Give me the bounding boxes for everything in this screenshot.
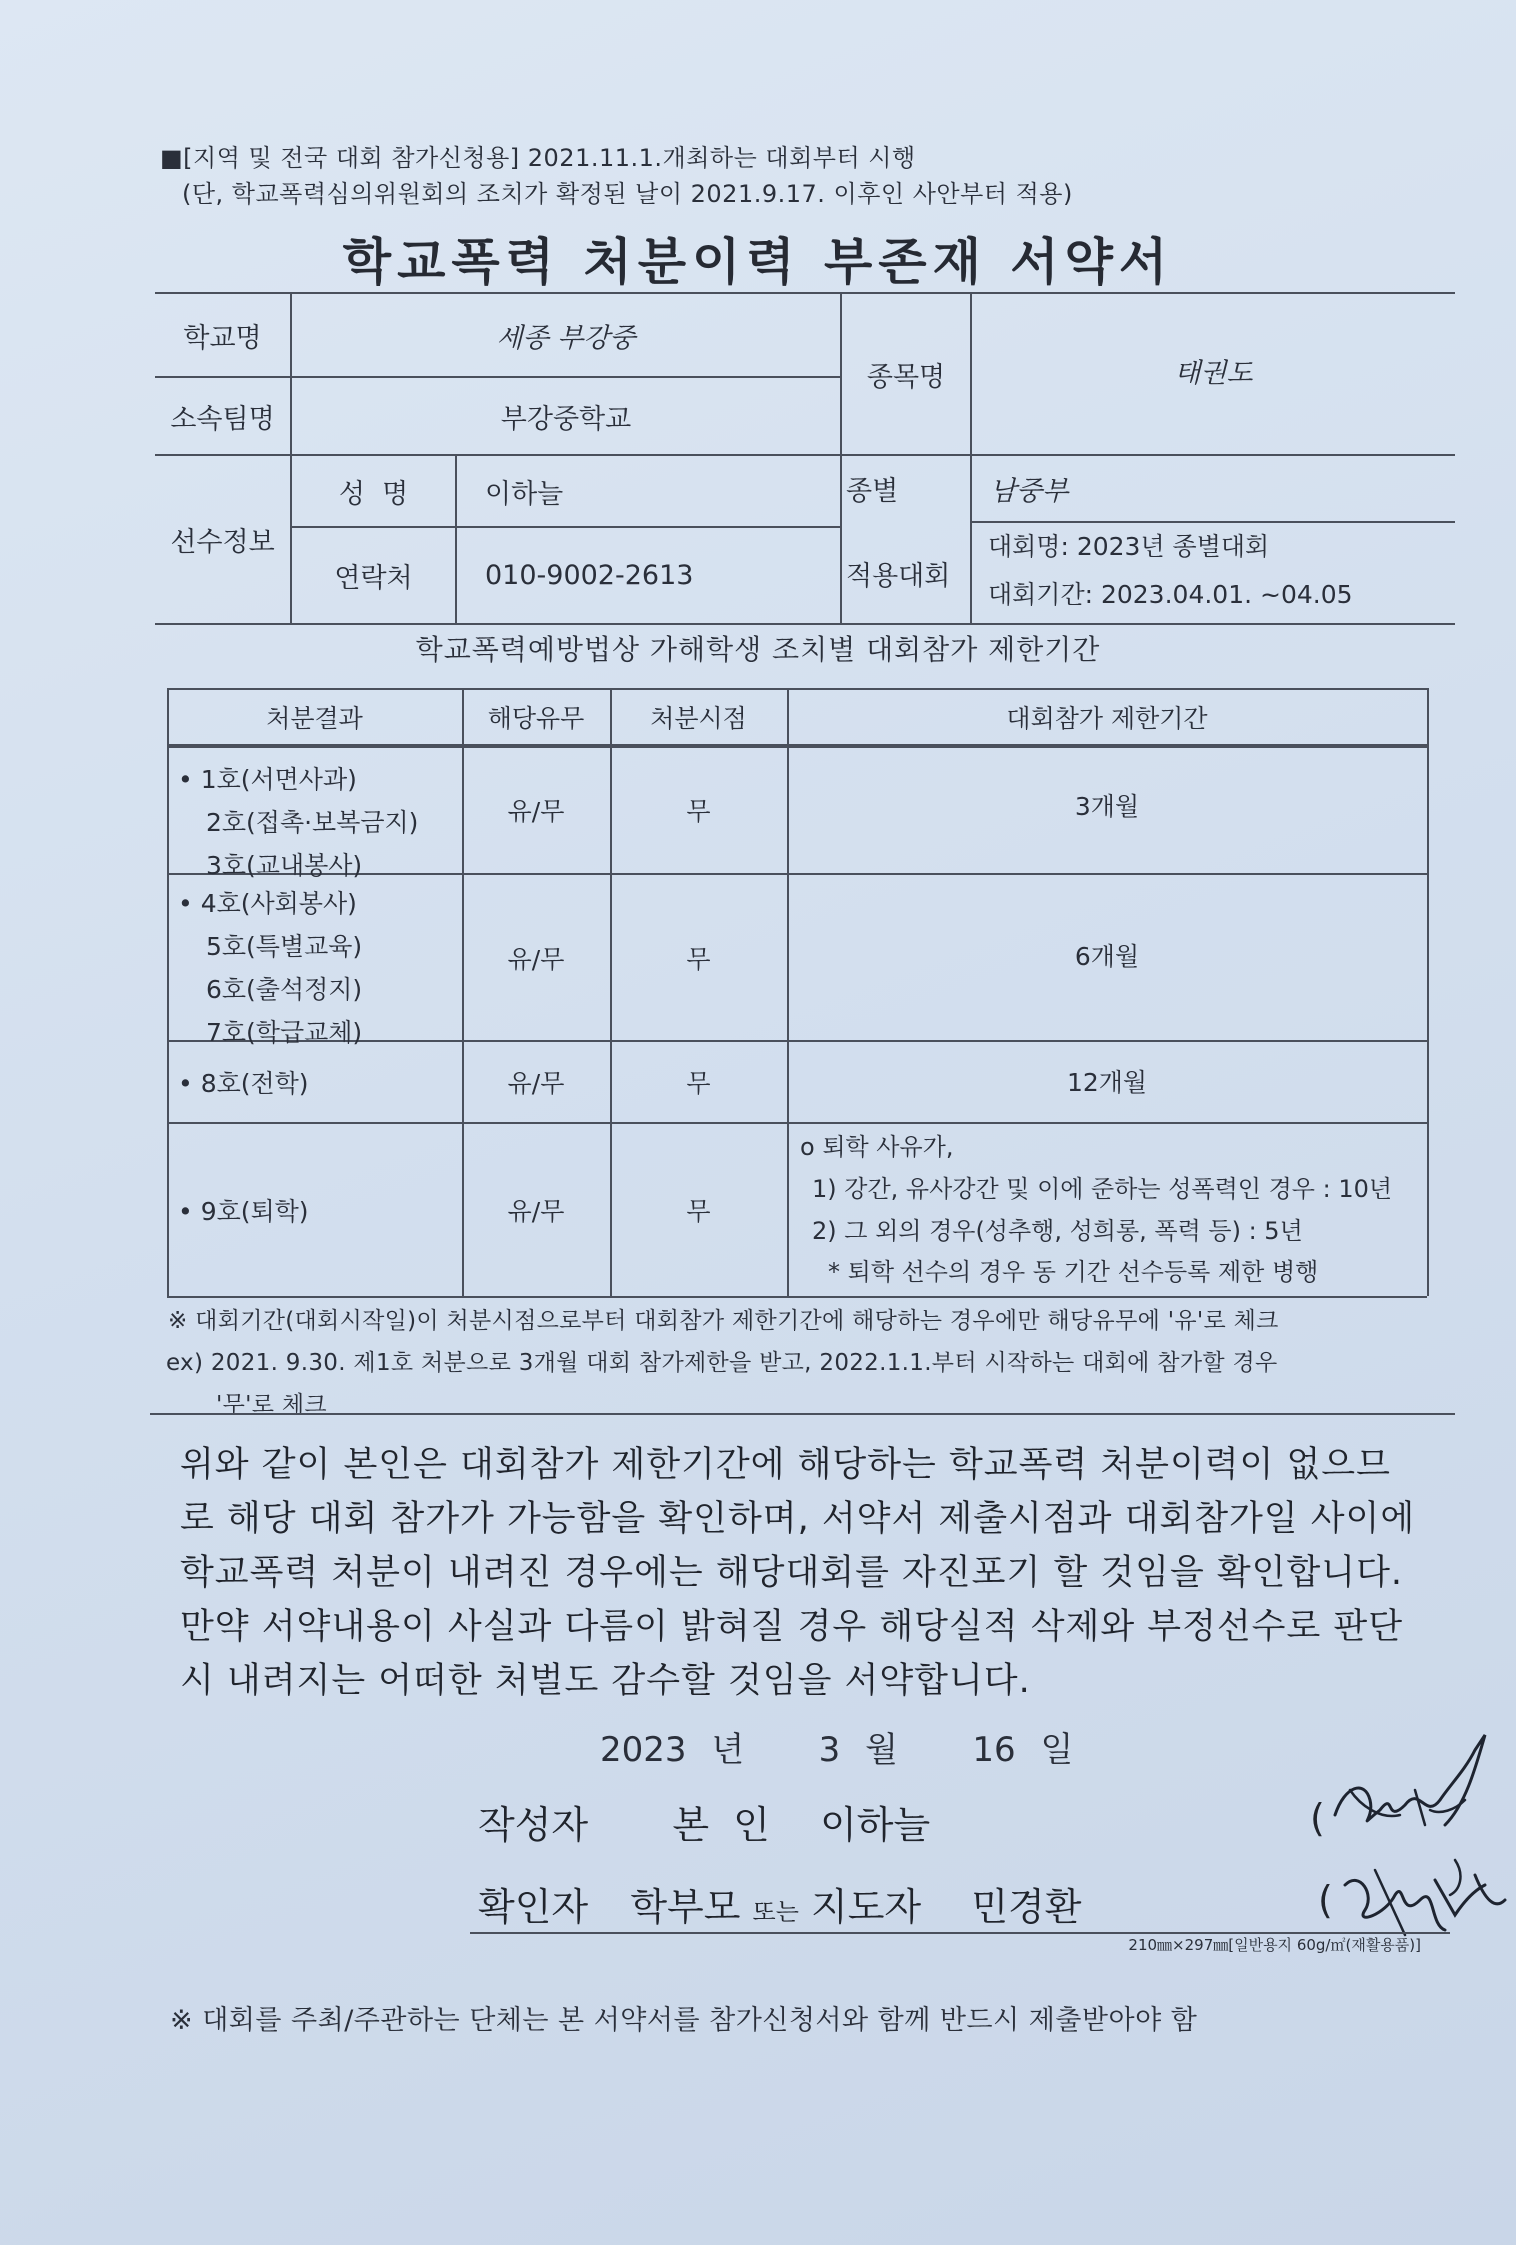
date-month: 3 xyxy=(818,1730,841,1770)
row-3-item: • 8호(전학) xyxy=(178,1069,309,1098)
row-2-applicable: 유/무 xyxy=(507,944,565,974)
row-1-applicable: 유/무 xyxy=(507,796,565,826)
team-label: 소속팀명 xyxy=(170,403,275,435)
document-title: 학교폭력 처분이력 부존재 서약서 xyxy=(342,233,1174,291)
row-1-time: 무 xyxy=(686,796,711,826)
contact-value: 010-9002-2613 xyxy=(485,560,694,591)
confirmer-label: 확인자 xyxy=(478,1885,589,1929)
confirmer-line xyxy=(478,1876,1081,1931)
row-1-period: 3개월 xyxy=(1074,792,1140,821)
row-2-time: 무 xyxy=(686,944,711,974)
paper-spec: 210㎜×297㎜[일반용지 60g/㎡(재활용품)] xyxy=(1128,1936,1421,1954)
expulsion-case-1: 1) 강간, 유사강간 및 이에 준하는 성폭력인 경우 : 10년 xyxy=(812,1175,1393,1203)
confirmer-role-coach: 지도자 xyxy=(811,1885,922,1929)
category-value: 남중부 xyxy=(990,476,1069,507)
note-1: ※ 대회기간(대회시작일)이 처분시점으로부터 대회참가 제한기간에 해당하는 경우에만 해당유무에 '유'로 체크 xyxy=(168,1308,1279,1334)
author-line xyxy=(478,1794,930,1849)
list-item: • 4호(사회봉사) xyxy=(178,889,357,918)
notice-line-2: (단, 학교폭력심의위원회의 조치가 확정된 날이 2021.9.17. 이후인 사안부터 적용) xyxy=(182,180,1073,208)
competition-label: 적용대회 xyxy=(846,560,951,592)
name-value: 이하늘 xyxy=(485,478,564,510)
confirmer-sign-paren: ( xyxy=(1318,1878,1333,1922)
row-3-time: 무 xyxy=(686,1069,711,1098)
rt-vline-0 xyxy=(167,688,169,1296)
info-table-bottom-line xyxy=(155,623,1455,625)
list-item: 2호(접촉·보복금지) xyxy=(206,808,419,837)
date-day: 16 xyxy=(972,1730,1016,1770)
contact-label: 연락처 xyxy=(334,563,413,594)
list-item: 5호(특별교육) xyxy=(206,932,363,961)
rt-header-result: 처분결과 xyxy=(266,704,363,733)
rt-header-applicable: 해당유무 xyxy=(487,704,585,733)
competition-name: 대회명: 2023년 종별대회 xyxy=(988,532,1270,561)
notice-line-1: ■[지역 및 전국 대회 참가신청용] 2021.11.1.개최하는 대회부터 시행 xyxy=(160,144,916,172)
date-month-unit: 월 xyxy=(865,1730,898,1770)
restriction-subtitle: 학교폭력예방법상 가해학생 조치별 대회참가 제한기간 xyxy=(415,633,1101,666)
date-year: 2023 xyxy=(600,1730,687,1770)
footer-note: ※ 대회를 주최/주관하는 단체는 본 서약서를 참가신청서와 함께 반드시 제출받아야 함 xyxy=(170,2005,1198,2036)
info-vline-2 xyxy=(455,454,457,623)
team-value: 부강중학교 xyxy=(500,403,632,435)
author-name: 이하늘 xyxy=(820,1803,931,1847)
event-value: 태권도 xyxy=(1174,357,1253,389)
confirmer-role-parent: 학부모 xyxy=(630,1885,741,1929)
notes-bottom-line xyxy=(150,1413,1455,1415)
date-line xyxy=(600,1722,1073,1771)
table-row-2-items xyxy=(178,882,362,1054)
row-4-item: • 9호(퇴학) xyxy=(178,1197,309,1226)
note-3: '무'로 체크 xyxy=(216,1392,327,1418)
player-info-label: 선수정보 xyxy=(170,527,275,558)
rt-vline-4 xyxy=(1427,688,1429,1296)
list-item: 6호(출석정지) xyxy=(206,975,363,1004)
list-item: • 1호(서면사과) xyxy=(178,765,357,794)
author-role: 본 인 xyxy=(672,1803,770,1847)
or-text: 또는 xyxy=(752,1898,799,1926)
list-item: 3호(교내봉사) xyxy=(206,851,363,880)
expulsion-note: * 퇴학 선수의 경우 동 기간 선수등록 제한 병행 xyxy=(828,1258,1319,1286)
date-day-unit: 일 xyxy=(1040,1730,1074,1770)
rt-header-time: 처분시점 xyxy=(650,704,747,733)
confirmer-signature xyxy=(1335,1840,1515,1940)
date-year-unit: 년 xyxy=(711,1730,745,1770)
notice-block xyxy=(160,140,1073,212)
rt-header-period: 대회참가 제한기간 xyxy=(1006,704,1208,733)
school-value: 세종 부강중 xyxy=(496,322,636,354)
school-label: 학교명 xyxy=(183,322,262,354)
row-4-period xyxy=(800,1126,1392,1292)
category-label: 종별 xyxy=(846,476,899,507)
name-label: 성 명 xyxy=(338,478,409,510)
row-4-applicable: 유/무 xyxy=(507,1197,565,1226)
list-item: 7호(학급교체) xyxy=(206,1018,363,1047)
confirmer-name: 민경환 xyxy=(971,1885,1082,1929)
pledge-text: 위와 같이 본인은 대회참가 제한기간에 해당하는 학교폭력 처분이력이 없으므로 해당 대회 참가가 가능함을 확인하며, 서약서 제출시점과 대회참가일 사이에 학교폭력 처분이 내려진 경우에는 해당대회를 자진포기 할 것임을 확인합니다. 만약 서약내용이 사실과 다름이 밝혀질 경우 해당실적 삭제와 부정선수로 판단 시 내려지는 어떠한 처벌도 감수할 것임을 서약합니다. xyxy=(180,1445,1416,1701)
row-2-period: 6개월 xyxy=(1074,942,1140,971)
row-3-applicable: 유/무 xyxy=(507,1069,565,1098)
row-3-period: 12개월 xyxy=(1066,1068,1148,1097)
notes-block xyxy=(168,1300,1279,1426)
author-sign-paren: ( xyxy=(1310,1796,1325,1840)
author-signature xyxy=(1325,1730,1505,1850)
table-row-1-items xyxy=(178,758,418,887)
row-4-time: 무 xyxy=(686,1197,711,1226)
expulsion-case-2: 2) 그 외의 경우(성추행, 성희롱, 폭력 등) : 5년 xyxy=(812,1217,1303,1245)
event-label: 종목명 xyxy=(866,361,946,393)
note-2: ex) 2021. 9.30. 제1호 처분으로 3개월 대회 참가제한을 받고, 2022.1.1.부터 시작하는 대회에 참가할 경우 xyxy=(166,1350,1278,1376)
author-label: 작성자 xyxy=(478,1803,589,1847)
competition-period: 대회기간: 2023.04.01. ~04.05 xyxy=(988,580,1353,609)
rt-bottom-line xyxy=(167,1296,1427,1298)
expulsion-reason: o 퇴학 사유가, xyxy=(800,1133,954,1161)
